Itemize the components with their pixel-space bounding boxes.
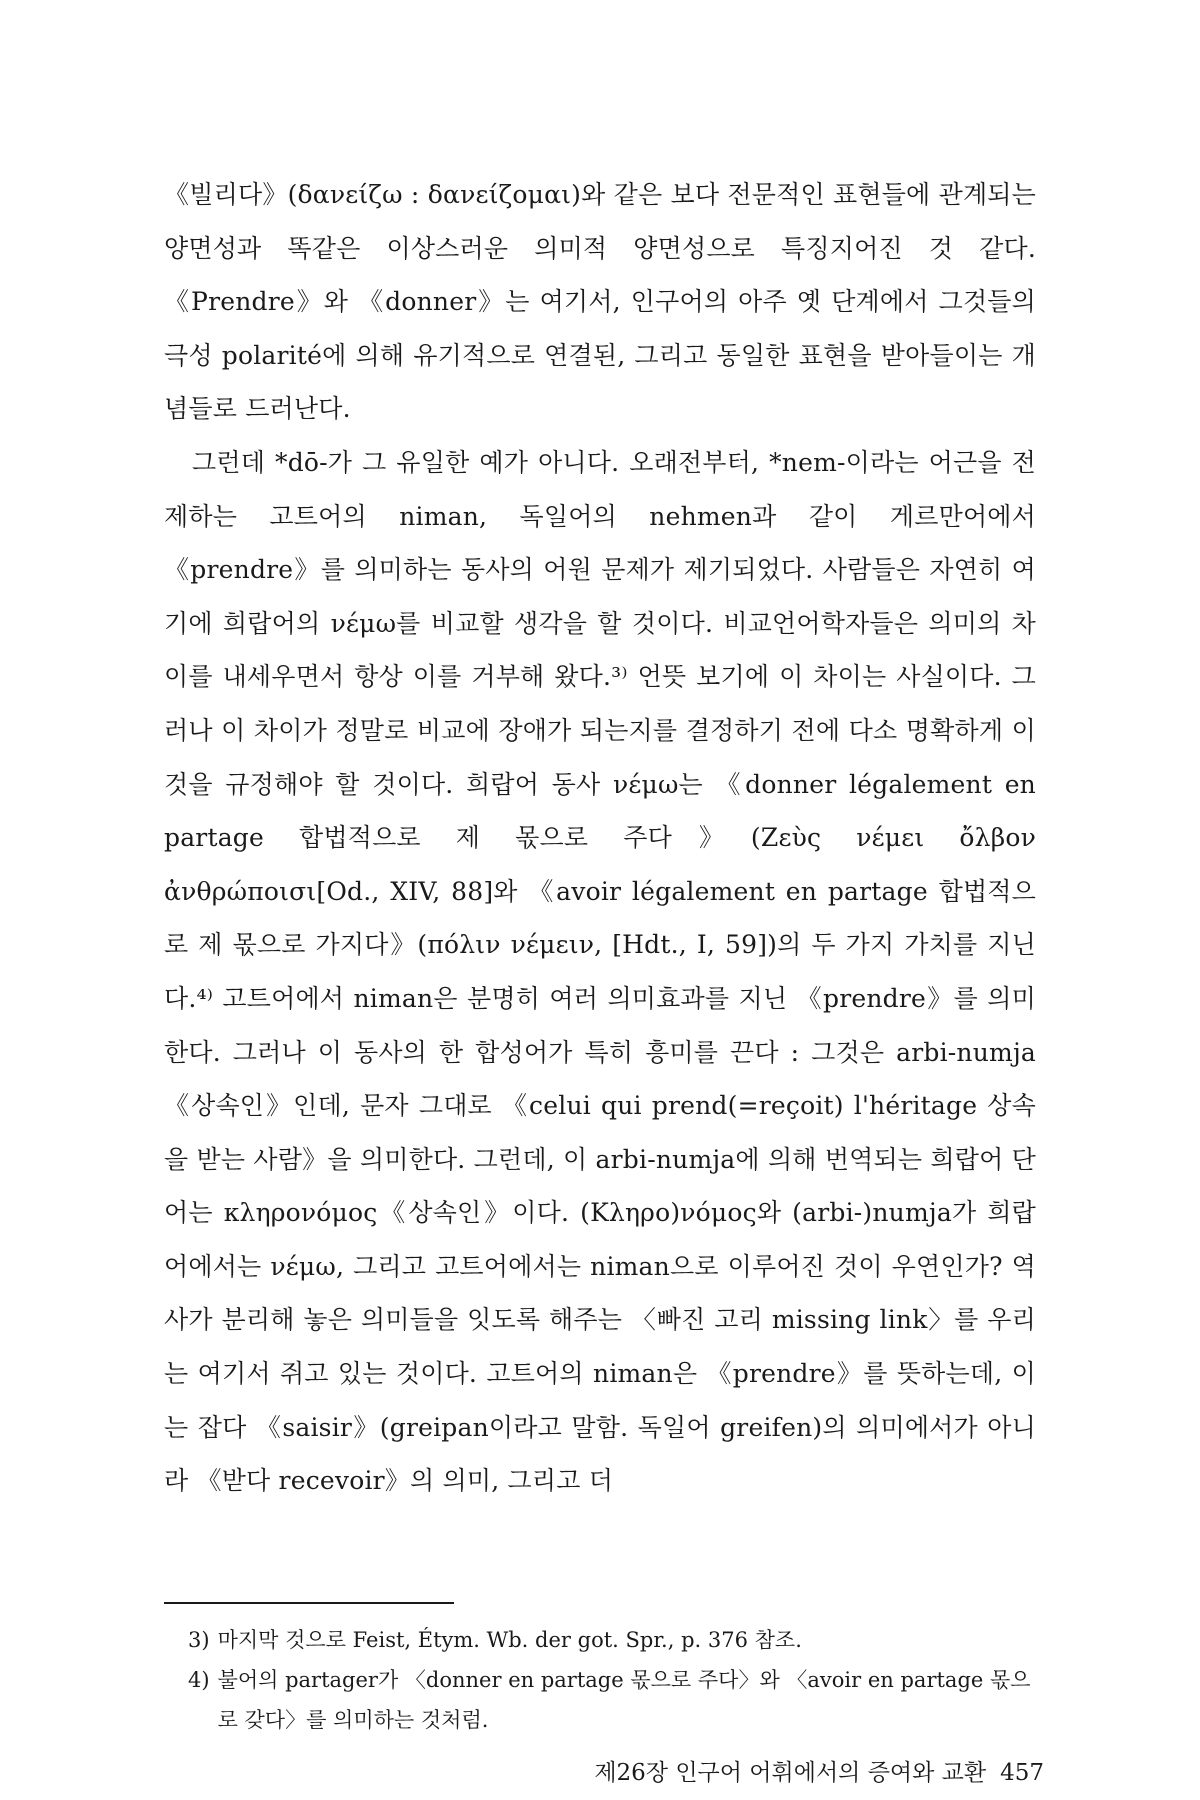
footnote-number: 3) [188, 1628, 210, 1652]
footnote-number: 4) [188, 1668, 210, 1692]
chapter-title: 제26장 인구어 어휘에서의 증여와 교환 [594, 1760, 987, 1786]
body-text [164, 168, 1036, 1508]
page-body [164, 168, 1036, 1508]
running-footer [594, 1754, 1044, 1787]
footnotes [188, 1620, 1036, 1740]
footnote-item [188, 1620, 1036, 1660]
footnote-text: 불어의 partager가 〈donner en partage 몫으로 주다〉와 〈avoir en partage 몫으로 갖다〉를 의미하는 것처럼. [217, 1668, 1031, 1732]
page-number: 457 [1000, 1760, 1044, 1786]
paragraph: 그런데 *dō-가 그 유일한 예가 아니다. 오래전부터, *nem-이라는 어근을 전제하는 고트어의 niman, 독일어의 nehmen과 같이 게르만어에서 《prendre》를 의미하는 동사의 어원 문제가 제기되었다. 사람들은 자연히 여기에 희랍어의 νέμω를 비교할 생각을 할 것이다. 비교언어학자들은 의미의 차이를 내세우면서 항상 이를 거부해 왔다.³⁾ 언뜻 보기에 이 차이는 사실이다. 그러나 이 차이가 정말로 비교에 장애가 되는지를 결정하기 전에 다소 명확하게 이것을 규정해야 할 것이다. 희랍어 동사 νέμω는 《donner légalement en partage 합법적으로 제 몫으로 주다》(Ζεὺς νέμει ὄλβον ἀνθρώποισι[Od., XIV, 88]와 《avoir légalement en partage 합법적으로 제 몫으로 가지다》(πόλιν νέμειν, [Hdt., I, 59])의 두 가지 가치를 지닌다.⁴⁾ 고트어에서 niman은 분명히 여러 의미효과를 지닌 《prendre》를 의미한다. 그러나 이 동사의 한 합성어가 특히 흥미를 끈다 : 그것은 arbi-numja《상속인》인데, 문자 그대로 《celui qui prend(=reçoit) l'héritage 상속을 받는 사람》을 의미한다. 그런데, 이 arbi-numja에 의해 번역되는 희랍어 단어는 κληρονόμος《상속인》이다. (Κληρο)νόμος와 (arbi-)numja가 희랍어에서는 νέμω, 그리고 고트어에서는 niman으로 이루어진 것이 우연인가? 역사가 분리해 놓은 의미들을 잇도록 해주는 〈빠진 고리 missing link〉를 우리는 여기서 쥐고 있는 것이다. 고트어의 niman은 《prendre》를 뜻하는데, 이는 잡다 《saisir》(greipan이라고 말함. 독일어 greifen)의 의미에서가 아니라 《받다 recevoir》의 의미, 그리고 더 [164, 447, 1036, 1496]
footnote-item [188, 1660, 1036, 1740]
paragraph: 《빌리다》(δανείζω : δανείζομαι)와 같은 보다 전문적인 표현들에 관계되는 양면성과 똑같은 이상스러운 의미적 양면성으로 특징지어진 것 같다. 《Prendre》와 《donner》는 여기서, 인구어의 아주 옛 단계에서 그것들의 극성 polarité에 의해 유기적으로 연결된, 그리고 동일한 표현을 받아들이는 개념들로 드러난다. [164, 180, 1036, 424]
footnote-text: 마지막 것으로 Feist, Étym. Wb. der got. Spr., p. 376 참조. [217, 1628, 802, 1652]
footnote-divider [164, 1602, 454, 1604]
